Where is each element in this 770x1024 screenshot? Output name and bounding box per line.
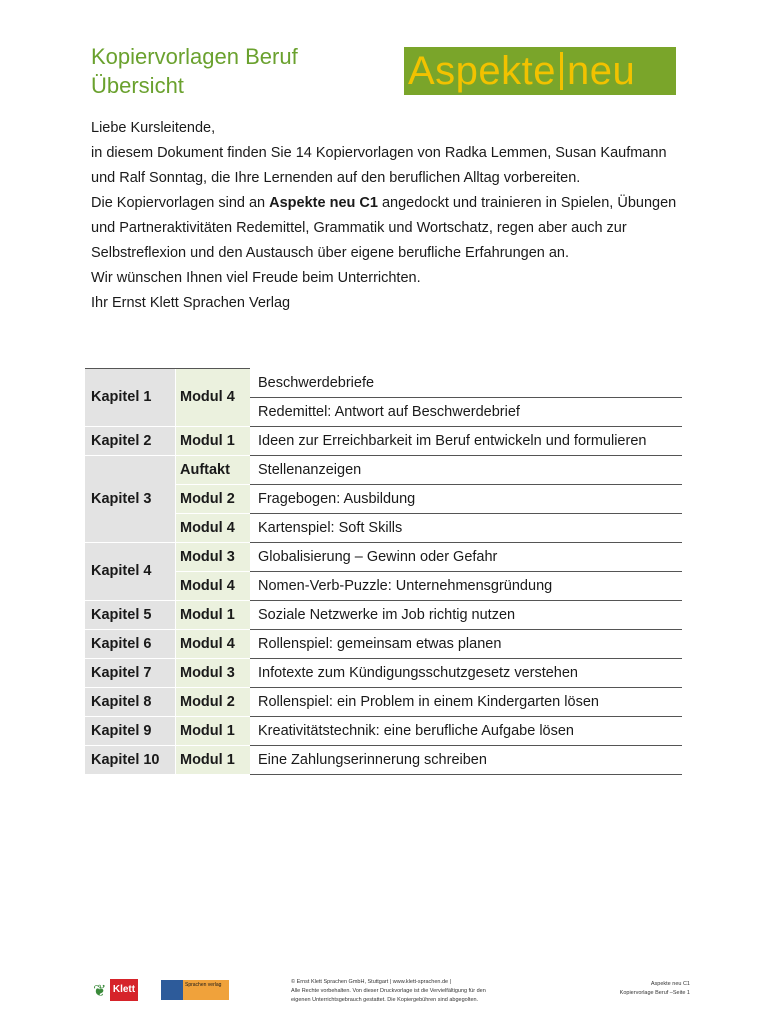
table-row — [85, 716, 682, 745]
wish-text: Wir wünschen Ihnen viel Freude beim Unterrichten. — [91, 270, 421, 286]
title-line-1: Kopiervorlagen Beruf — [91, 44, 298, 69]
partner-logo — [161, 980, 229, 1000]
klett-logo-text: Klett — [110, 979, 138, 1001]
para2-before: Die Kopiervorlagen sind an — [91, 195, 270, 211]
modul-cell: Modul 3 — [176, 658, 251, 687]
logo-divider — [560, 52, 563, 90]
kapitel-cell: Kapitel 10 — [85, 745, 176, 774]
topic-cell: Globalisierung – Gewinn oder Gefahr — [250, 542, 682, 571]
modul-cell: Modul 1 — [176, 716, 251, 745]
intro-text — [91, 116, 691, 316]
title-line-2: Übersicht — [91, 73, 184, 98]
table-row — [85, 745, 682, 774]
table-row — [85, 600, 682, 629]
partner-logo-text: Sprachen verlag — [185, 982, 222, 988]
kapitel-cell: Kapitel 8 — [85, 687, 176, 716]
table-row — [85, 455, 682, 484]
footer-page-info — [590, 980, 690, 998]
footer-book-title: Aspekte neu C1 — [650, 981, 690, 987]
modul-cell: Auftakt — [176, 455, 251, 484]
modul-cell: Modul 4 — [176, 571, 251, 600]
para2-after: angedockt und trainieren in Spielen, Übungen und Partneraktivitäten Redemittel, Grammatik und Wortschatz, regen aber auch zur Selbstreflexion und den Austausch über eigene berufliche Erfahrungen an. — [91, 195, 677, 261]
modul-cell: Modul 1 — [176, 600, 251, 629]
kapitel-cell: Kapitel 7 — [85, 658, 176, 687]
kapitel-cell: Kapitel 5 — [85, 600, 176, 629]
table-row — [85, 484, 682, 513]
table-row — [85, 513, 682, 542]
copyright-line-1: © Ernst Klett Sprachen GmbH, Stuttgart | www.klett-sprachen.de | — [291, 979, 452, 985]
table-row — [85, 658, 682, 687]
intro-paragraph-1: in diesem Dokument finden Sie 14 Kopiervorlagen von Radka Lemmen, Susan Kaufmann und Ralf Sonntag, die Ihre Lernenden auf den beruflichen Alltag vorbereiten. — [91, 145, 667, 186]
modul-cell: Modul 2 — [176, 484, 251, 513]
kapitel-cell: Kapitel 9 — [85, 716, 176, 745]
modul-cell: Modul 1 — [176, 426, 251, 455]
table-row — [85, 629, 682, 658]
overview-table — [85, 368, 682, 775]
kapitel-cell: Kapitel 4 — [85, 542, 176, 600]
modul-cell: Modul 1 — [176, 745, 251, 774]
topic-cell: Nomen-Verb-Puzzle: Unternehmensgründung — [250, 571, 682, 600]
partner-logo-mark — [161, 980, 183, 1000]
topic-cell: Rollenspiel: gemeinsam etwas planen — [250, 629, 682, 658]
topic-cell: Ideen zur Erreichbarkeit im Beruf entwickeln und formulieren — [250, 426, 682, 455]
kapitel-cell: Kapitel 6 — [85, 629, 176, 658]
klett-logo — [93, 979, 139, 1001]
topic-cell: Beschwerdebriefe — [250, 369, 682, 398]
topic-cell: Soziale Netzwerke im Job richtig nutzen — [250, 600, 682, 629]
topic-cell: Infotexte zum Kündigungsschutzgesetz verstehen — [250, 658, 682, 687]
book-title: Aspekte neu C1 — [269, 195, 378, 211]
aspekte-neu-logo — [404, 47, 676, 95]
topic-cell: Kartenspiel: Soft Skills — [250, 513, 682, 542]
modul-cell: Modul 2 — [176, 687, 251, 716]
footer-page-number: Kopiervorlage Beruf –Seite 1 — [619, 990, 690, 996]
topic-cell: Stellenanzeigen — [250, 455, 682, 484]
topic-cell: Rollenspiel: ein Problem in einem Kindergarten lösen — [250, 687, 682, 716]
footer-copyright — [291, 978, 511, 1005]
kapitel-cell: Kapitel 3 — [85, 455, 176, 542]
kapitel-cell: Kapitel 2 — [85, 426, 176, 455]
modul-cell: Modul 4 — [176, 513, 251, 542]
table-row — [85, 426, 682, 455]
topic-cell: Fragebogen: Ausbildung — [250, 484, 682, 513]
copyright-line-3: eigenen Unterrichtsgebrauch gestattet. Die Kopiergebühren sind abgegolten. — [291, 997, 479, 1003]
topic-cell: Redemittel: Antwort auf Beschwerdebrief — [250, 397, 682, 426]
signature: Ihr Ernst Klett Sprachen Verlag — [91, 295, 291, 311]
greeting: Liebe Kursleitende, — [91, 120, 216, 136]
table-row — [85, 571, 682, 600]
table-row — [85, 687, 682, 716]
logo-text-left: Aspekte — [408, 49, 557, 93]
page-title — [91, 42, 298, 100]
table-row — [85, 369, 682, 398]
intro-paragraph-2 — [91, 191, 691, 266]
leaf-icon: ❦ — [93, 983, 107, 1000]
copyright-line-2: Alle Rechte vorbehalten. Von dieser Druckvorlage ist die Vervielfältigung für den — [291, 988, 486, 994]
logo-text-right: neu — [567, 49, 636, 93]
topic-cell: Eine Zahlungserinnerung schreiben — [250, 745, 682, 774]
table-row — [85, 542, 682, 571]
kapitel-cell: Kapitel 1 — [85, 369, 176, 427]
topic-cell: Kreativitätstechnik: eine berufliche Aufgabe lösen — [250, 716, 682, 745]
modul-cell: Modul 4 — [176, 629, 251, 658]
modul-cell: Modul 3 — [176, 542, 251, 571]
modul-cell: Modul 4 — [176, 369, 251, 427]
